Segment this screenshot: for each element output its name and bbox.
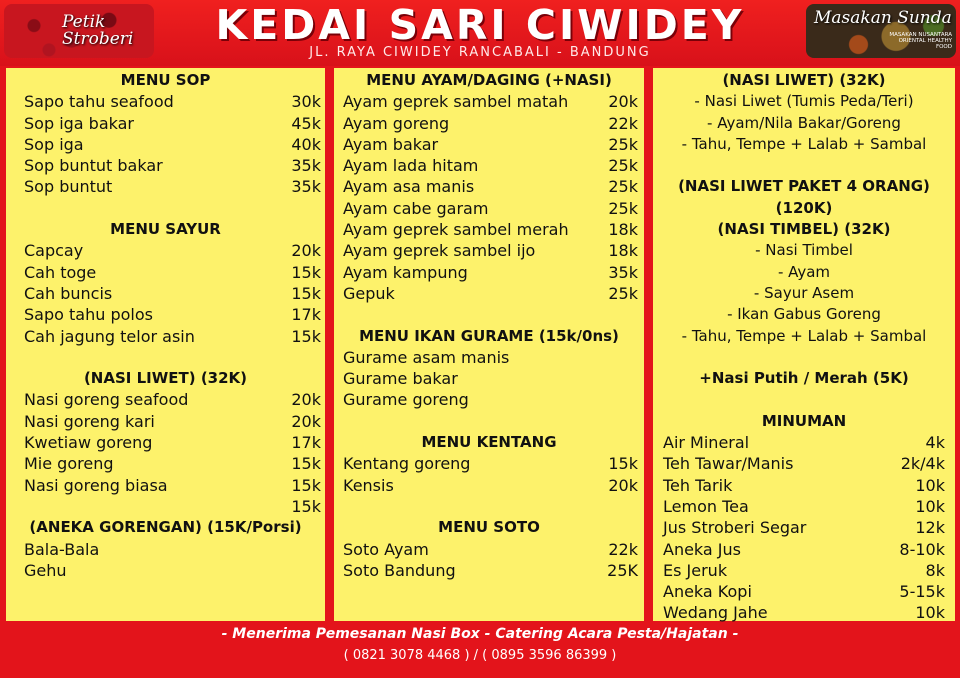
menu-item bbox=[6, 432, 325, 453]
item-name: Jus Stroberi Segar bbox=[663, 518, 807, 538]
item-price: 22k bbox=[608, 539, 638, 559]
item-name: Es Jeruk bbox=[663, 560, 728, 580]
item-name: Sop buntut bakar bbox=[24, 156, 163, 176]
item-name: Ayam geprek sambel ijo bbox=[343, 241, 536, 261]
menu-item bbox=[334, 262, 644, 283]
menu-item bbox=[653, 453, 955, 474]
item-price: 10k bbox=[915, 475, 945, 495]
package-line: - Sayur Asem bbox=[753, 283, 855, 302]
package-line: - Nasi Liwet (Tumis Peda/Teri) bbox=[694, 92, 914, 111]
spacer bbox=[334, 411, 644, 432]
menu-item bbox=[334, 155, 644, 176]
menu-item bbox=[334, 283, 644, 304]
item-name: Sop buntut bbox=[24, 177, 113, 197]
section-title-sop: MENU SOP bbox=[120, 71, 211, 89]
item-name: Soto Bandung bbox=[343, 560, 456, 580]
item-name: Sapo tahu seafood bbox=[24, 92, 174, 112]
menu-item bbox=[334, 198, 644, 219]
menu-item bbox=[334, 113, 644, 134]
item-name: Lemon Tea bbox=[663, 496, 749, 516]
item-price: 15k bbox=[291, 496, 321, 516]
item-price: 10k bbox=[915, 603, 945, 623]
spacer bbox=[653, 389, 955, 410]
item-price: 15k bbox=[291, 283, 321, 303]
menu-item bbox=[653, 432, 955, 453]
item-name: Gurame goreng bbox=[343, 390, 469, 410]
item-name: Ayam geprek sambel matah bbox=[343, 92, 569, 112]
item-name: Bala-Bala bbox=[24, 539, 100, 559]
menu-item bbox=[334, 389, 644, 410]
item-name: Cah toge bbox=[24, 262, 97, 282]
badge-right-text: Masakan Sunda bbox=[814, 8, 952, 28]
item-name: Gepuk bbox=[343, 283, 395, 303]
menu-item bbox=[6, 496, 325, 517]
item-name: Ayam bakar bbox=[343, 134, 439, 154]
item-price: 17k bbox=[291, 305, 321, 325]
item-price: 20k bbox=[291, 390, 321, 410]
badge-left-text: Petik Stroberi bbox=[62, 12, 134, 49]
item-price: 12k bbox=[915, 518, 945, 538]
section-title-kentang: MENU KENTANG bbox=[421, 433, 557, 452]
item-price: 45k bbox=[291, 113, 321, 133]
spacer bbox=[653, 347, 955, 368]
menu-item bbox=[334, 134, 644, 155]
menu-item bbox=[6, 176, 325, 197]
section-title-nasi-putih: +Nasi Putih / Merah (5K) bbox=[699, 369, 909, 388]
menu-item bbox=[653, 475, 955, 496]
menu-item bbox=[653, 602, 955, 623]
menu-item bbox=[6, 91, 325, 112]
item-price: 20k bbox=[608, 475, 638, 495]
item-price: 20k bbox=[608, 92, 638, 112]
spacer bbox=[6, 347, 325, 368]
restaurant-title: KEDAI SARI CIWIDEY bbox=[215, 1, 745, 49]
sundanese-food-badge bbox=[806, 4, 956, 58]
package-line: - Ikan Gabus Goreng bbox=[727, 305, 881, 324]
section-title-gurame: MENU IKAN GURAME (15k/0ns) bbox=[359, 326, 619, 345]
menu-item bbox=[6, 113, 325, 134]
section-title-ayam: MENU AYAM/DAGING (+NASI) bbox=[366, 71, 612, 89]
item-price: 8k bbox=[925, 560, 945, 580]
item-price: 15k bbox=[608, 454, 638, 474]
section-title-timbel: (NASI TIMBEL) (32K) bbox=[717, 220, 891, 239]
item-name: Gurame asam manis bbox=[343, 347, 510, 367]
item-name: Ayam asa manis bbox=[343, 177, 475, 197]
item-price: 5-15k bbox=[899, 582, 945, 602]
item-name: Sapo tahu polos bbox=[24, 305, 153, 325]
menu-item bbox=[6, 283, 325, 304]
item-price: 25k bbox=[608, 283, 638, 303]
catering-note: - Menerima Pemesanan Nasi Box - Catering Acara Pesta/Hajatan - bbox=[221, 626, 739, 642]
spacer bbox=[6, 198, 325, 219]
menu-item bbox=[334, 539, 644, 560]
menu-item bbox=[653, 496, 955, 517]
spacer bbox=[653, 155, 955, 176]
item-name: Kensis bbox=[343, 475, 394, 495]
menu-item bbox=[6, 326, 325, 347]
item-price: 40k bbox=[291, 134, 321, 154]
menu-column-3 bbox=[653, 68, 955, 621]
menu-item bbox=[6, 240, 325, 261]
menu-item bbox=[653, 539, 955, 560]
item-price: 4k bbox=[925, 433, 945, 453]
package-line: - Nasi Timbel bbox=[755, 241, 853, 260]
item-price: 15k bbox=[291, 326, 321, 346]
item-price: 25k bbox=[608, 156, 638, 176]
item-name: Ayam geprek sambel merah bbox=[343, 220, 569, 240]
item-name: Aneka Jus bbox=[663, 539, 741, 559]
section-title-minuman: MINUMAN bbox=[761, 411, 847, 430]
item-price: 25K bbox=[607, 560, 638, 580]
item-price: 17k bbox=[291, 433, 321, 453]
item-name: Sop iga bbox=[24, 134, 84, 154]
item-name: Capcay bbox=[24, 241, 84, 261]
item-price: 35k bbox=[608, 262, 638, 282]
section-title-nasi: (NASI LIWET) (32K) bbox=[83, 369, 248, 388]
menu-item bbox=[334, 368, 644, 389]
item-name: Gehu bbox=[24, 560, 67, 580]
item-name: Mie goreng bbox=[24, 454, 114, 474]
item-name: Nasi goreng kari bbox=[24, 411, 155, 431]
menu-item bbox=[334, 347, 644, 368]
item-name: Wedang Jahe bbox=[663, 603, 768, 623]
item-name: Cah buncis bbox=[24, 283, 113, 303]
package-line: - Tahu, Tempe + Lalab + Sambal bbox=[681, 326, 927, 345]
item-price: 25k bbox=[608, 177, 638, 197]
item-price: 15k bbox=[291, 262, 321, 282]
menu-item bbox=[334, 91, 644, 112]
section-title-liwet: (NASI LIWET) (32K) bbox=[722, 71, 886, 89]
section-title-soto: MENU SOTO bbox=[438, 518, 540, 537]
item-name: Soto Ayam bbox=[343, 539, 429, 559]
item-name: Cah jagung telor asin bbox=[24, 326, 195, 346]
menu-item bbox=[6, 539, 325, 560]
restaurant-address: JL. RAYA CIWIDEY RANCABALI - BANDUNG bbox=[309, 45, 651, 60]
menu-item bbox=[6, 389, 325, 410]
item-price: 30k bbox=[291, 92, 321, 112]
item-name: Air Mineral bbox=[663, 433, 750, 453]
item-price: 20k bbox=[291, 241, 321, 261]
menu-item bbox=[653, 560, 955, 581]
item-name: Teh Tawar/Manis bbox=[663, 454, 794, 474]
item-price: 15k bbox=[291, 454, 321, 474]
package-line: - Tahu, Tempe + Lalab + Sambal bbox=[681, 134, 927, 153]
section-title-gorengan: (ANEKA GORENGAN) (15K/Porsi) bbox=[29, 518, 302, 537]
menu-item bbox=[334, 176, 644, 197]
menu-item bbox=[6, 475, 325, 496]
item-name: Nasi goreng biasa bbox=[24, 475, 168, 495]
item-price: 8-10k bbox=[899, 539, 945, 559]
item-price: 20k bbox=[291, 411, 321, 431]
header bbox=[0, 0, 960, 66]
item-price: 2k/4k bbox=[900, 454, 945, 474]
item-name: Gurame bakar bbox=[343, 369, 458, 389]
menu-item bbox=[6, 262, 325, 283]
item-price: 18k bbox=[608, 220, 638, 240]
menu-item bbox=[6, 304, 325, 325]
item-price: 18k bbox=[608, 241, 638, 261]
item-name: Sop iga bakar bbox=[24, 113, 135, 133]
section-title-sayur: MENU SAYUR bbox=[110, 220, 221, 239]
menu-item bbox=[6, 411, 325, 432]
menu-item bbox=[6, 155, 325, 176]
package-line: - Ayam/Nila Bakar/Goreng bbox=[707, 113, 901, 132]
menu-item bbox=[334, 219, 644, 240]
phone-numbers: ( 0821 3078 4468 ) / ( 0895 3596 86399 ) bbox=[343, 648, 617, 663]
item-price: 22k bbox=[608, 113, 638, 133]
strawberry-badge bbox=[4, 4, 154, 58]
menu-column-1 bbox=[6, 68, 325, 621]
item-name: Teh Tarik bbox=[663, 475, 733, 495]
badge-right-subtext: MASAKAN NUSANTARA ORIENTAL HEALTHY FOOD bbox=[889, 32, 952, 50]
item-name: Nasi goreng seafood bbox=[24, 390, 189, 410]
menu-item bbox=[6, 453, 325, 474]
item-name: Aneka Kopi bbox=[663, 582, 752, 602]
menu-item bbox=[6, 560, 325, 581]
spacer bbox=[334, 304, 644, 325]
menu-item bbox=[334, 453, 644, 474]
menu-column-2 bbox=[334, 68, 644, 621]
item-price: 10k bbox=[915, 496, 945, 516]
menu-item bbox=[6, 134, 325, 155]
item-price: 25k bbox=[608, 198, 638, 218]
section-title-paket: (NASI LIWET PAKET 4 ORANG) (120K) bbox=[678, 177, 930, 217]
footer bbox=[0, 622, 960, 678]
item-name: Kwetiaw goreng bbox=[24, 433, 153, 453]
menu-item bbox=[334, 560, 644, 581]
item-price: 35k bbox=[291, 156, 321, 176]
menu-item bbox=[334, 475, 644, 496]
package-line: - Ayam bbox=[777, 262, 831, 281]
item-name: Ayam goreng bbox=[343, 113, 450, 133]
menu-item bbox=[334, 240, 644, 261]
spacer bbox=[334, 496, 644, 517]
item-name: Kentang goreng bbox=[343, 454, 471, 474]
item-price: 15k bbox=[291, 475, 321, 495]
item-price: 35k bbox=[291, 177, 321, 197]
item-name: Ayam lada hitam bbox=[343, 156, 479, 176]
item-name: Ayam cabe garam bbox=[343, 198, 489, 218]
item-price: 25k bbox=[608, 134, 638, 154]
menu-item bbox=[653, 581, 955, 602]
menu-item bbox=[653, 517, 955, 538]
item-name: Ayam kampung bbox=[343, 262, 468, 282]
